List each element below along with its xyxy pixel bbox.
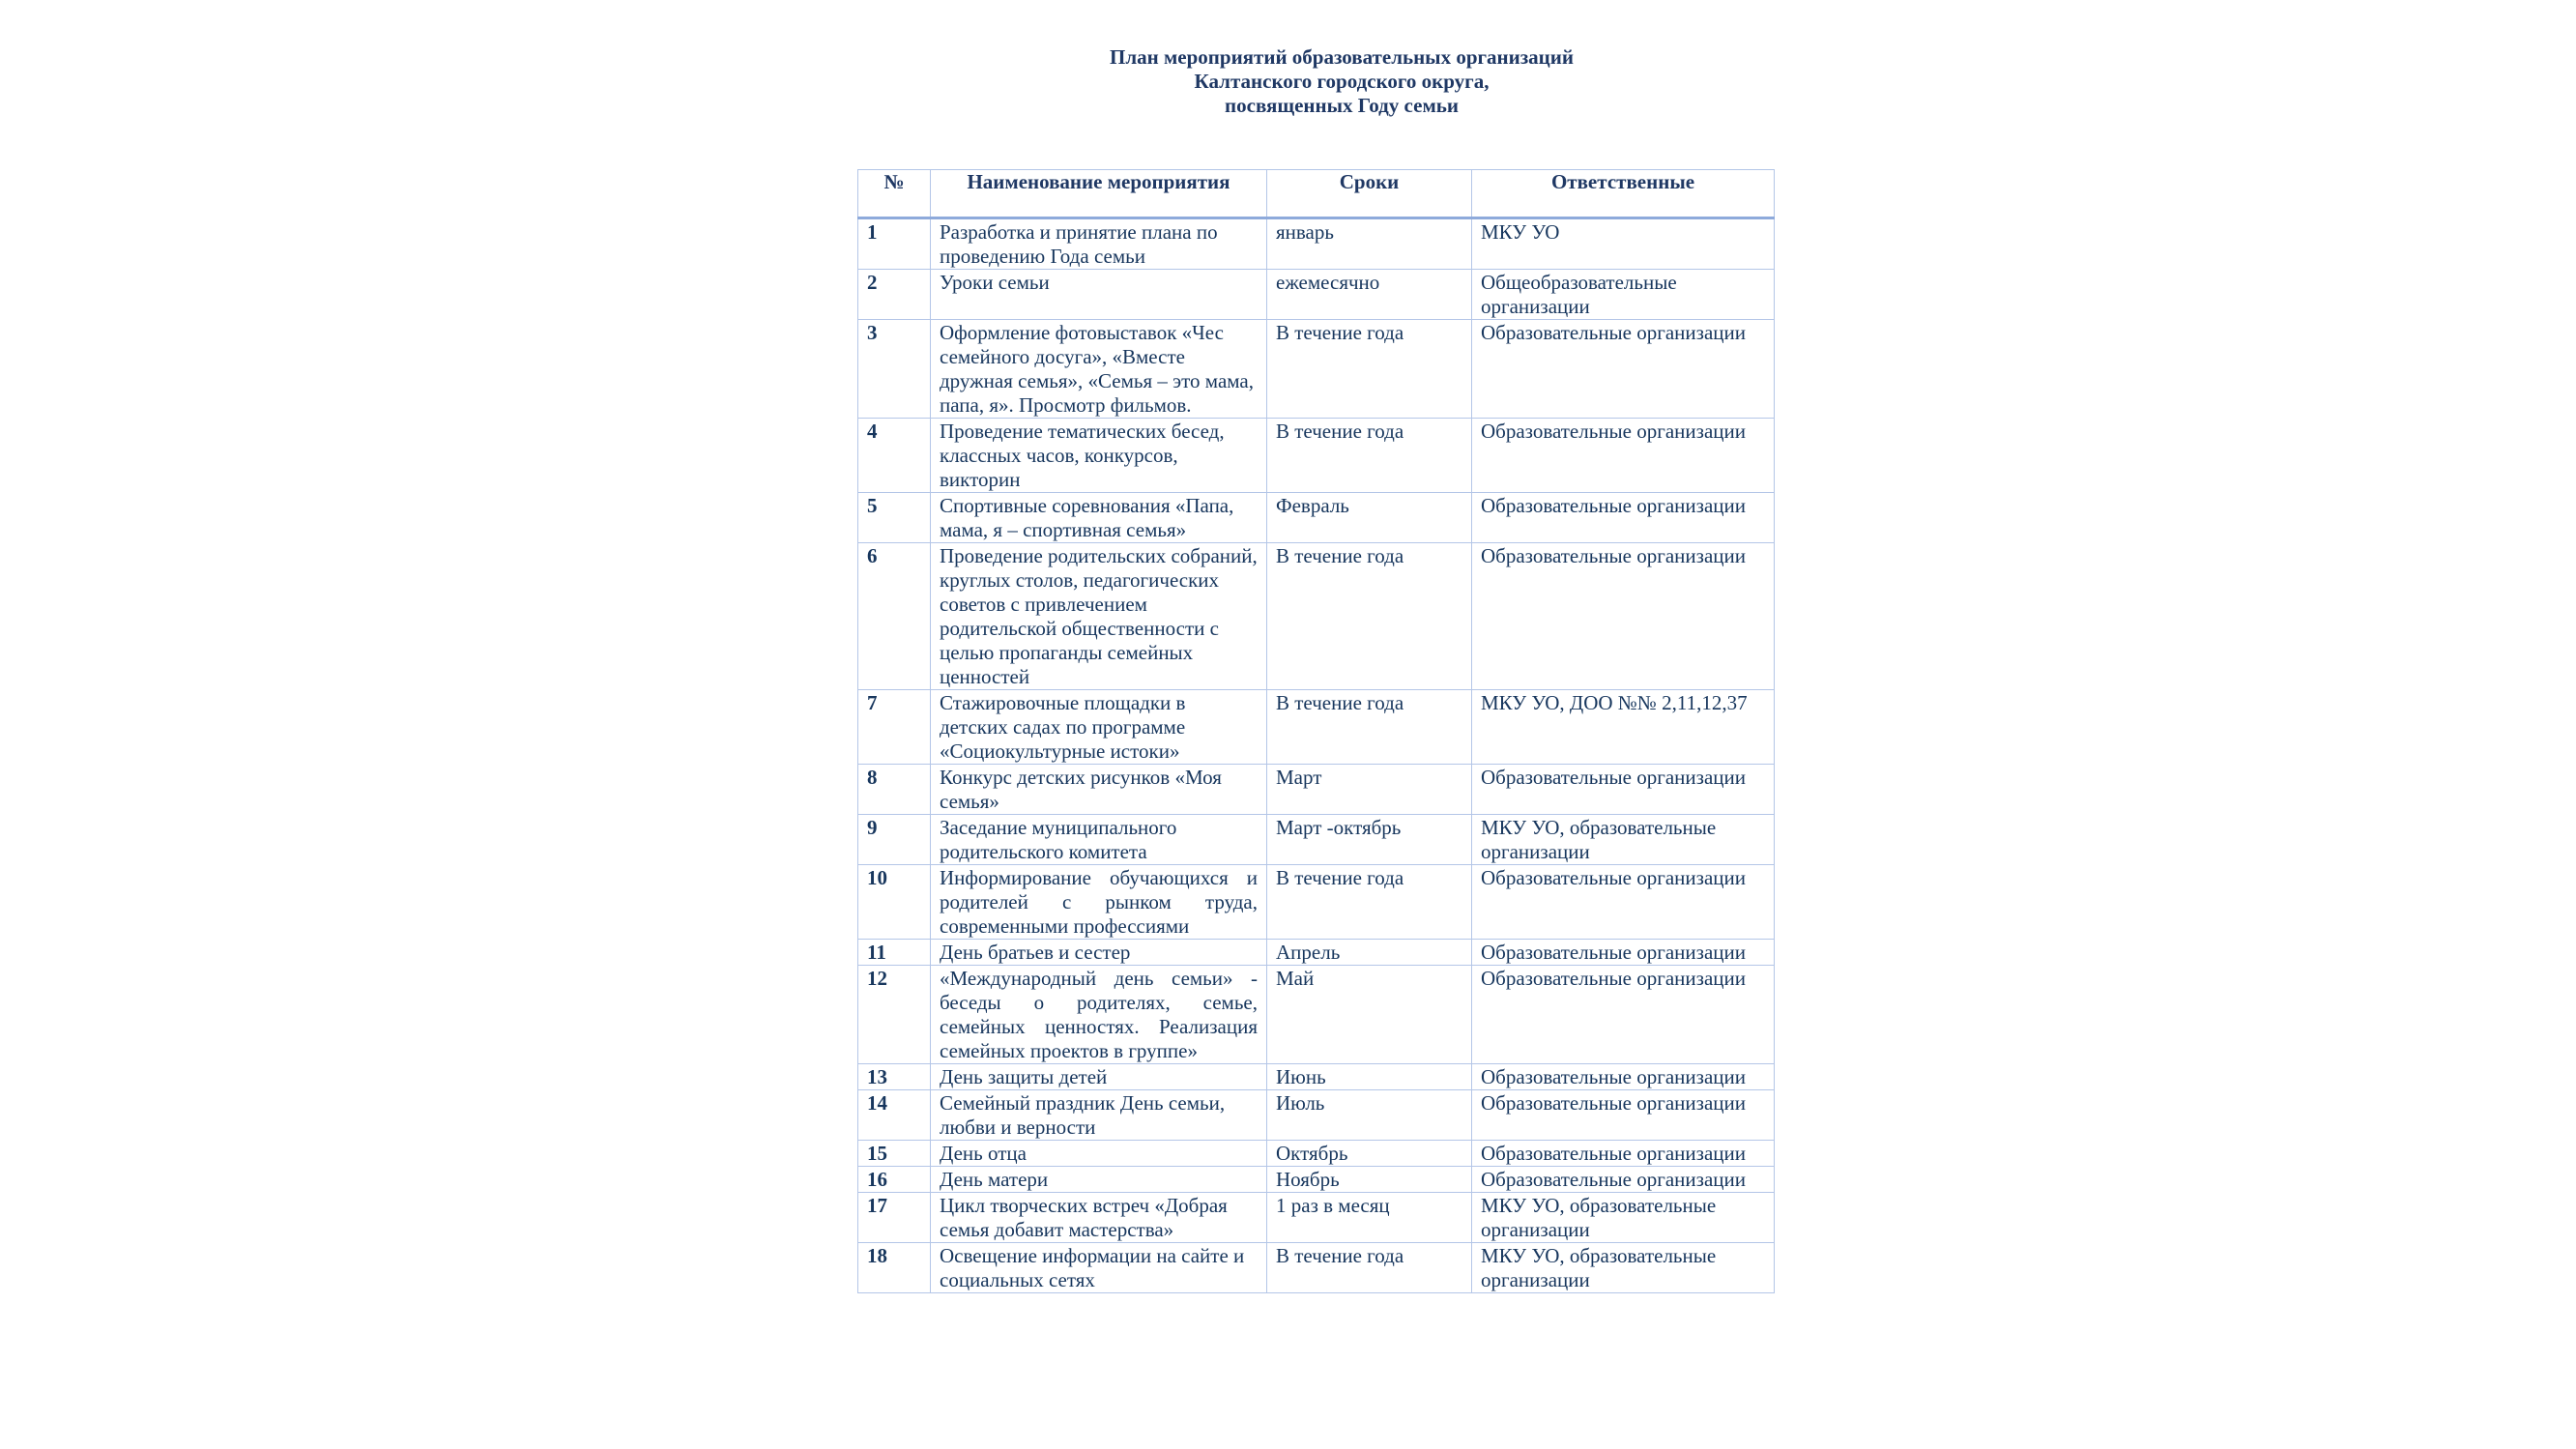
cell-responsible: МКУ УО, ДОО №№ 2,11,12,37 (1472, 690, 1775, 765)
header-date: Сроки (1267, 170, 1472, 218)
cell-num: 13 (858, 1064, 931, 1090)
cell-responsible: Общеобразовательные организации (1472, 270, 1775, 320)
cell-responsible: Образовательные организации (1472, 320, 1775, 419)
cell-name: День защиты детей (931, 1064, 1267, 1090)
table-row (858, 218, 1775, 270)
cell-name: «Международный день семьи» - беседы о родителях, семье, семейных ценностях. Реализация семейных проектов в группе» (931, 966, 1267, 1064)
cell-num: 15 (858, 1141, 931, 1167)
cell-responsible: МКУ УО (1472, 218, 1775, 270)
cell-date: В течение года (1267, 543, 1472, 690)
events-table (857, 169, 1775, 1293)
cell-name: Стажировочные площадки в детских садах по программе «Социокультурные истоки» (931, 690, 1267, 765)
cell-date: Июнь (1267, 1064, 1472, 1090)
cell-responsible: Образовательные организации (1472, 1064, 1775, 1090)
cell-num: 5 (858, 493, 931, 543)
cell-name: Семейный праздник День семьи, любви и верности (931, 1090, 1267, 1141)
cell-responsible: Образовательные организации (1472, 1167, 1775, 1193)
cell-responsible: МКУ УО, образовательные организации (1472, 815, 1775, 865)
cell-date: В течение года (1267, 1243, 1472, 1293)
table-row (858, 419, 1775, 493)
cell-name: Проведение родительских собраний, круглых столов, педагогических советов с привлечением родительской общественности с целью пропаганды семейных ценностей (931, 543, 1267, 690)
table-row (858, 765, 1775, 815)
cell-responsible: Образовательные организации (1472, 543, 1775, 690)
title-line-1: План мероприятий образовательных организаций (1110, 45, 1574, 69)
cell-num: 14 (858, 1090, 931, 1141)
table-row (858, 1193, 1775, 1243)
table-row (858, 690, 1775, 765)
cell-date: Февраль (1267, 493, 1472, 543)
cell-num: 11 (858, 940, 931, 966)
table-row (858, 1090, 1775, 1141)
cell-name: День братьев и сестер (931, 940, 1267, 966)
cell-date: Ноябрь (1267, 1167, 1472, 1193)
cell-date: Май (1267, 966, 1472, 1064)
cell-date: Март -октябрь (1267, 815, 1472, 865)
header-responsible: Ответственные (1472, 170, 1775, 218)
cell-num: 10 (858, 865, 931, 940)
table-row (858, 865, 1775, 940)
cell-responsible: Образовательные организации (1472, 1141, 1775, 1167)
table-row (858, 493, 1775, 543)
cell-name: Уроки семьи (931, 270, 1267, 320)
cell-name: Цикл творческих встреч «Добрая семья добавит мастерства» (931, 1193, 1267, 1243)
cell-date: В течение года (1267, 419, 1472, 493)
cell-num: 16 (858, 1167, 931, 1193)
cell-responsible: Образовательные организации (1472, 865, 1775, 940)
cell-name: Освещение информации на сайте и социальных сетях (931, 1243, 1267, 1293)
table-row (858, 1167, 1775, 1193)
cell-num: 9 (858, 815, 931, 865)
cell-responsible: Образовательные организации (1472, 419, 1775, 493)
table-row (858, 1064, 1775, 1090)
cell-date: В течение года (1267, 865, 1472, 940)
cell-name: Конкурс детских рисунков «Моя семья» (931, 765, 1267, 815)
header-num: № (858, 170, 931, 218)
cell-date: В течение года (1267, 690, 1472, 765)
cell-name: День матери (931, 1167, 1267, 1193)
cell-date: 1 раз в месяц (1267, 1193, 1472, 1243)
cell-name: День отца (931, 1141, 1267, 1167)
cell-date: январь (1267, 218, 1472, 270)
cell-responsible: Образовательные организации (1472, 493, 1775, 543)
cell-date: Апрель (1267, 940, 1472, 966)
cell-num: 17 (858, 1193, 931, 1243)
table-header (858, 170, 1775, 218)
cell-name: Спортивные соревнования «Папа, мама, я – спортивная семья» (931, 493, 1267, 543)
table-row (858, 270, 1775, 320)
cell-num: 3 (858, 320, 931, 419)
cell-responsible: Образовательные организации (1472, 1090, 1775, 1141)
document-title (0, 45, 2576, 118)
cell-name: Заседание муниципального родительского комитета (931, 815, 1267, 865)
cell-name: Оформление фотовыставок «Чес семейного досуга», «Вместе дружная семья», «Семья – это мама, папа, я». Просмотр фильмов. (931, 320, 1267, 419)
cell-responsible: Образовательные организации (1472, 940, 1775, 966)
title-line-3: посвященных Году семьи (1225, 94, 1459, 117)
table-row (858, 940, 1775, 966)
table-row (858, 1243, 1775, 1293)
cell-date: Июль (1267, 1090, 1472, 1141)
cell-responsible: МКУ УО, образовательные организации (1472, 1243, 1775, 1293)
header-name: Наименование мероприятия (931, 170, 1267, 218)
cell-num: 6 (858, 543, 931, 690)
header-row (858, 170, 1775, 218)
cell-date: ежемесячно (1267, 270, 1472, 320)
cell-date: В течение года (1267, 320, 1472, 419)
cell-date: Март (1267, 765, 1472, 815)
cell-responsible: Образовательные организации (1472, 966, 1775, 1064)
table-row (858, 320, 1775, 419)
cell-name: Информирование обучающихся и родителей с рынком труда, современными профессиями (931, 865, 1267, 940)
table-row (858, 1141, 1775, 1167)
table-row (858, 543, 1775, 690)
cell-responsible: Образовательные организации (1472, 765, 1775, 815)
cell-num: 2 (858, 270, 931, 320)
title-line-2: Калтанского городского округа, (1194, 70, 1490, 93)
cell-num: 7 (858, 690, 931, 765)
cell-num: 18 (858, 1243, 931, 1293)
table-row (858, 815, 1775, 865)
cell-date: Октябрь (1267, 1141, 1472, 1167)
cell-name: Разработка и принятие плана по проведению Года семьи (931, 218, 1267, 270)
table-body (858, 218, 1775, 1293)
cell-responsible: МКУ УО, образовательные организации (1472, 1193, 1775, 1243)
cell-num: 8 (858, 765, 931, 815)
cell-name: Проведение тематических бесед, классных часов, конкурсов, викторин (931, 419, 1267, 493)
cell-num: 12 (858, 966, 931, 1064)
cell-num: 4 (858, 419, 931, 493)
cell-num: 1 (858, 218, 931, 270)
table-row (858, 966, 1775, 1064)
